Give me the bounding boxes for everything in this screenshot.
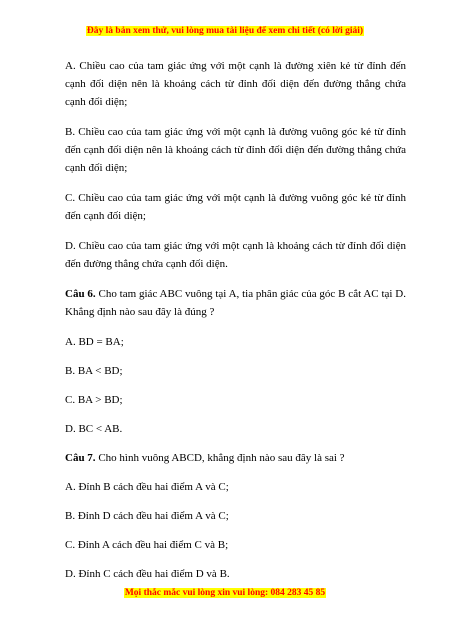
contact-banner	[0, 587, 450, 599]
question-6	[65, 285, 406, 321]
preview-notice-text: Đây là bản xem thử, vui lòng mua tài liệu để xem chi tiết (có lời giải)	[86, 26, 364, 36]
option-prev-c: C. Chiều cao của tam giác ứng với một cạnh là đường vuông góc kẻ từ đỉnh đến cạnh đối diện;	[65, 192, 406, 222]
option-prev-b: B. Chiều cao của tam giác ứng với một cạnh là đường vuông góc kẻ từ đỉnh đến cạnh đối diện nên là khoảng cách từ đỉnh đối diện đến đường thẳng chứa cạnh đối diện;	[65, 126, 406, 174]
option-prev-a: A. Chiều cao của tam giác ứng với một cạnh là đường xiên kẻ từ đỉnh đến cạnh đối diện nên là khoảng cách từ đỉnh đối diện đến đường thẳng chứa cạnh đối diện;	[65, 60, 406, 108]
q7-option-d: D. Đỉnh C cách đều hai điểm D và B.	[65, 568, 230, 580]
question-7	[65, 449, 406, 467]
contact-text: Mọi thắc mắc vui lòng xin vui lòng: 084 283 45 85	[124, 588, 326, 598]
option-prev-d: D. Chiều cao của tam giác ứng với một cạnh là khoảng cách từ đỉnh đối diện đến đường thẳng chứa cạnh đối diện.	[65, 240, 406, 270]
question-7-text: Cho hình vuông ABCD, khẳng định nào sau đây là sai ?	[95, 452, 345, 464]
q7-option-c: C. Đỉnh A cách đều hai điểm C và B;	[65, 539, 229, 551]
q7-option-a: A. Đỉnh B cách đều hai điểm A và C;	[65, 481, 229, 493]
question-7-label: Câu 7.	[65, 452, 96, 464]
q6-option-d: D. BC < AB.	[65, 423, 123, 435]
q6-option-b: B. BA < BD;	[65, 365, 123, 377]
document-body	[65, 57, 406, 594]
question-6-text: Cho tam giác ABC vuông tại A, tia phân giác của góc B cắt AC tại D. Khẳng định nào sau đây là đúng ?	[65, 288, 407, 318]
q6-option-a: A. BD = BA;	[65, 336, 124, 348]
q7-option-b: B. Đỉnh D cách đều hai điểm A và C;	[65, 510, 229, 522]
preview-notice-banner	[0, 25, 450, 37]
q6-option-c: C. BA > BD;	[65, 394, 123, 406]
question-6-label: Câu 6.	[65, 288, 96, 300]
